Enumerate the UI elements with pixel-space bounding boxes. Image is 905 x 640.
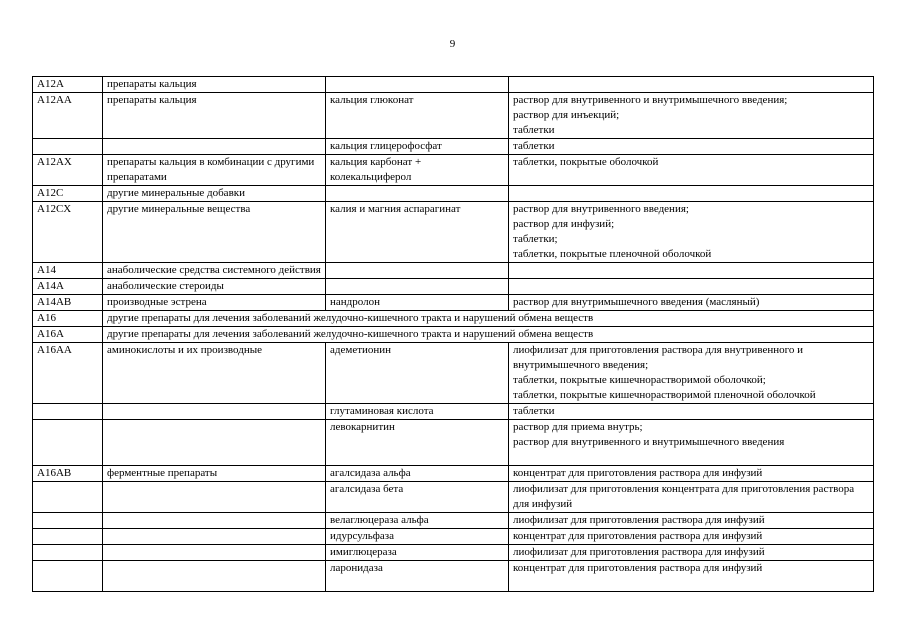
substance-cell [326, 186, 509, 202]
dosage-forms-cell [509, 561, 874, 592]
atc-code-cell [33, 420, 103, 466]
dosage-forms-cell [509, 77, 874, 93]
table-row [33, 420, 874, 466]
atc-group-cell: другие минеральные вещества [103, 202, 326, 263]
table-row [33, 311, 874, 327]
substance-cell: нандролон [326, 295, 509, 311]
atc-code-cell [33, 529, 103, 545]
atc-code-cell: A12A [33, 77, 103, 93]
atc-group-cell: анаболические средства системного действия [103, 263, 326, 279]
dosage-form: раствор для внутривенного введения; [513, 203, 689, 215]
atc-code-cell: A16AA [33, 343, 103, 404]
atc-group-cell: ферментные препараты [103, 466, 326, 482]
table-row [33, 295, 874, 311]
dosage-form: лиофилизат для приготовления концентрата для приготовления раствора для инфузий [513, 483, 855, 510]
table-row [33, 343, 874, 404]
page-number: 9 [449, 38, 456, 50]
substance-cell: имиглюцераза [326, 545, 509, 561]
table-row [33, 529, 874, 545]
atc-group-cell: препараты кальция в комбинации с другими препаратами [103, 155, 326, 186]
table-row [33, 545, 874, 561]
table-row [33, 466, 874, 482]
substance-cell: ларонидаза [326, 561, 509, 592]
atc-group-cell: другие препараты для лечения заболеваний желудочно-кишечного тракта и нарушений обмена веществ [103, 311, 874, 327]
dosage-form: таблетки [513, 405, 555, 417]
atc-code-cell: A16 [33, 311, 103, 327]
dosage-form: раствор для инфузий; [513, 218, 615, 230]
substance-cell: калия и магния аспарагинат [326, 202, 509, 263]
dosage-forms-cell [509, 404, 874, 420]
substance-cell: идурсульфаза [326, 529, 509, 545]
atc-code-cell: A14A [33, 279, 103, 295]
dosage-forms-cell [509, 155, 874, 186]
atc-group-cell [103, 139, 326, 155]
atc-group-cell: другие минеральные добавки [103, 186, 326, 202]
dosage-forms-cell [509, 545, 874, 561]
dosage-form: раствор для приема внутрь; [513, 421, 643, 433]
dosage-forms-cell [509, 513, 874, 529]
atc-group-cell [103, 561, 326, 592]
dosage-form: таблетки, покрытые оболочкой [513, 156, 659, 168]
atc-code-cell: A16AB [33, 466, 103, 482]
atc-group-cell [103, 482, 326, 513]
atc-code-cell: A12AA [33, 93, 103, 139]
atc-code-cell [33, 139, 103, 155]
table-row [33, 77, 874, 93]
atc-group-cell: другие препараты для лечения заболеваний желудочно-кишечного тракта и нарушений обмена веществ [103, 327, 874, 343]
atc-code-cell: A12C [33, 186, 103, 202]
table-row [33, 327, 874, 343]
substance-cell: глутаминовая кислота [326, 404, 509, 420]
dosage-form: лиофилизат для приготовления раствора для инфузий [513, 514, 765, 526]
atc-group-cell: препараты кальция [103, 77, 326, 93]
atc-group-cell [103, 420, 326, 466]
atc-code-cell [33, 404, 103, 420]
atc-code-cell: A16A [33, 327, 103, 343]
dosage-forms-cell [509, 295, 874, 311]
dosage-form: таблетки; [513, 233, 558, 245]
table-row [33, 202, 874, 263]
atc-group-cell [103, 529, 326, 545]
dosage-form: таблетки, покрытые кишечнорастворимой пленочной оболочкой [513, 389, 816, 401]
table-row [33, 404, 874, 420]
dosage-form: концентрат для приготовления раствора для инфузий [513, 562, 763, 574]
table-row [33, 139, 874, 155]
table-row [33, 263, 874, 279]
atc-group-cell: препараты кальция [103, 93, 326, 139]
atc-code-cell [33, 561, 103, 592]
dosage-form: таблетки, покрытые кишечнорастворимой оболочкой; [513, 374, 766, 386]
dosage-forms-cell [509, 482, 874, 513]
dosage-form: раствор для внутримышечного введения (масляный) [513, 296, 760, 308]
dosage-forms-cell [509, 93, 874, 139]
atc-group-cell [103, 513, 326, 529]
dosage-forms-cell [509, 279, 874, 295]
dosage-form: раствор для внутривенного и внутримышечного введения; [513, 94, 788, 106]
dosage-forms-cell [509, 263, 874, 279]
substance-cell [326, 77, 509, 93]
dosage-form: раствор для инъекций; [513, 109, 620, 121]
atc-group-cell: аминокислоты и их производные [103, 343, 326, 404]
dosage-forms-cell [509, 420, 874, 466]
dosage-form: концентрат для приготовления раствора для инфузий [513, 467, 763, 479]
atc-table-body [33, 77, 874, 592]
substance-cell: кальция глюконат [326, 93, 509, 139]
table-row [33, 513, 874, 529]
dosage-form: таблетки [513, 140, 555, 152]
substance-cell: агалсидаза бета [326, 482, 509, 513]
table-row [33, 155, 874, 186]
dosage-form: концентрат для приготовления раствора для инфузий [513, 530, 763, 542]
atc-code-cell [33, 513, 103, 529]
atc-group-cell: анаболические стероиды [103, 279, 326, 295]
dosage-forms-cell [509, 186, 874, 202]
table-row [33, 279, 874, 295]
dosage-form: таблетки [513, 124, 555, 136]
substance-cell: кальция карбонат + колекальциферол [326, 155, 509, 186]
dosage-forms-cell [509, 466, 874, 482]
dosage-forms-cell [509, 139, 874, 155]
table-row [33, 561, 874, 592]
substance-cell: агалсидаза альфа [326, 466, 509, 482]
table-row [33, 482, 874, 513]
substance-cell [326, 263, 509, 279]
atc-group-cell: производные эстрена [103, 295, 326, 311]
substance-cell: велаглюцераза альфа [326, 513, 509, 529]
table-row [33, 93, 874, 139]
atc-drug-table [32, 76, 874, 592]
substance-cell: левокарнитин [326, 420, 509, 466]
substance-cell: кальция глицерофосфат [326, 139, 509, 155]
dosage-form: лиофилизат для приготовления раствора для инфузий [513, 546, 765, 558]
atc-code-cell: A14 [33, 263, 103, 279]
dosage-form: раствор для внутривенного и внутримышечного введения [513, 436, 785, 448]
dosage-forms-cell [509, 343, 874, 404]
atc-group-cell [103, 545, 326, 561]
dosage-form: лиофилизат для приготовления раствора для внутривенного и внутримышечного введения; [513, 344, 803, 371]
substance-cell: адеметионин [326, 343, 509, 404]
dosage-forms-cell [509, 529, 874, 545]
table-row [33, 186, 874, 202]
atc-group-cell [103, 404, 326, 420]
atc-code-cell: A12CX [33, 202, 103, 263]
dosage-forms-cell [509, 202, 874, 263]
dosage-form: таблетки, покрытые пленочной оболочкой [513, 248, 712, 260]
atc-code-cell [33, 482, 103, 513]
substance-cell [326, 279, 509, 295]
atc-code-cell: A12AX [33, 155, 103, 186]
atc-code-cell: A14AB [33, 295, 103, 311]
atc-code-cell [33, 545, 103, 561]
